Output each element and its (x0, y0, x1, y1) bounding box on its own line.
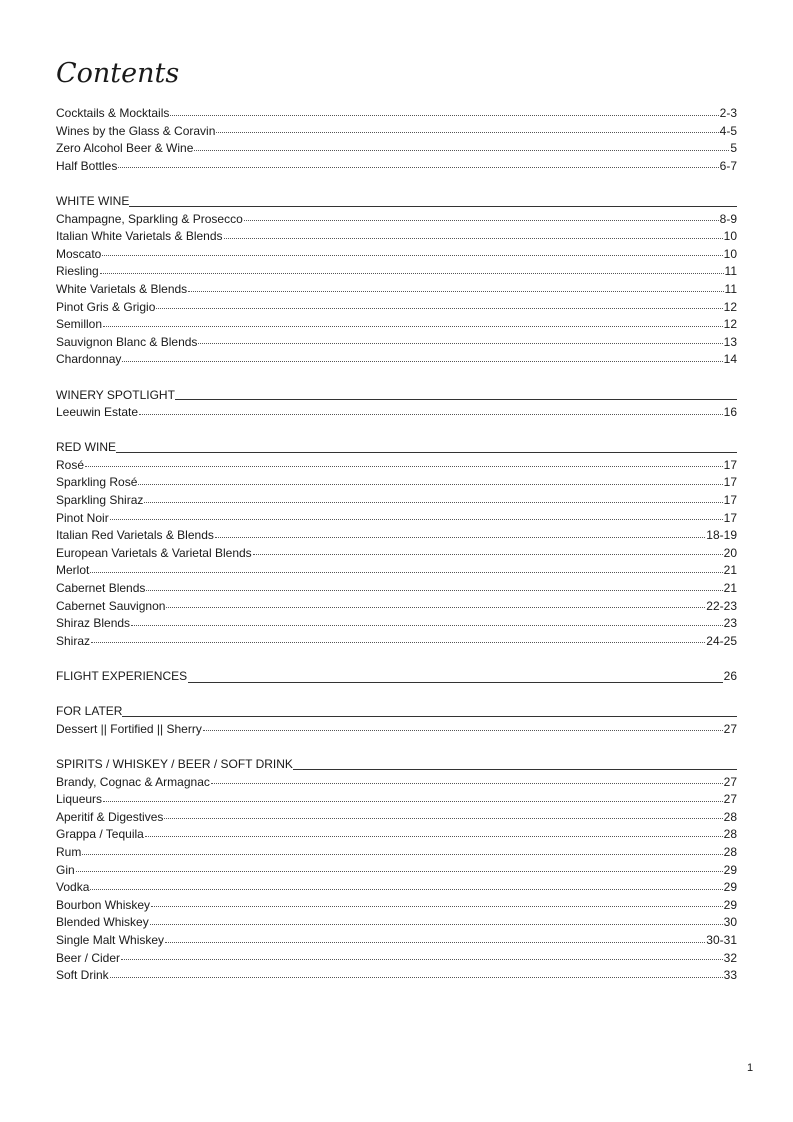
section-heading (56, 439, 737, 457)
toc-section (56, 193, 737, 369)
toc-entry-page: 29 (723, 862, 737, 877)
toc-entry-page: 27 (723, 774, 737, 789)
toc-entry[interactable] (56, 580, 737, 598)
dot-leader (103, 326, 723, 327)
section-spacer (56, 650, 737, 668)
toc-entry[interactable] (56, 299, 737, 317)
dot-leader (145, 836, 723, 837)
section-spacer (56, 175, 737, 193)
toc-entry-page: 6-7 (719, 158, 737, 173)
toc-entry-label: Wines by the Glass & Coravin (56, 123, 216, 138)
toc-entry[interactable] (56, 158, 737, 176)
heading-rule (188, 682, 722, 683)
section-heading-label: FLIGHT EXPERIENCES (56, 669, 188, 683)
heading-rule (293, 769, 737, 770)
toc-entry-page: 28 (723, 809, 737, 824)
toc-entry-page: 17 (723, 493, 737, 508)
toc-entry-page: 23 (723, 616, 737, 631)
toc-entry-page: 21 (723, 563, 737, 578)
toc-entry[interactable] (56, 615, 737, 633)
toc-entry[interactable] (56, 246, 737, 264)
dot-leader (216, 132, 718, 133)
toc-entry-label: Riesling (56, 264, 99, 279)
toc-entry[interactable] (56, 791, 737, 809)
toc-entry-label: Zero Alcohol Beer & Wine (56, 141, 194, 156)
toc-entry[interactable] (56, 105, 737, 123)
toc-entry[interactable] (56, 263, 737, 281)
section-heading-label: WHITE WINE (56, 193, 130, 208)
toc-entry-page: 11 (724, 281, 737, 296)
toc-entry-page: 21 (723, 581, 737, 596)
page-title: Contents (56, 58, 180, 89)
section-spacer (56, 422, 737, 440)
section-heading (56, 387, 737, 405)
table-of-contents (56, 105, 737, 985)
toc-entry[interactable] (56, 351, 737, 369)
dot-leader (76, 871, 723, 872)
dot-leader (150, 924, 723, 925)
section-spacer (56, 738, 737, 756)
dot-leader (138, 484, 722, 485)
section-heading-label: WINERY SPOTLIGHT (56, 387, 175, 402)
toc-entry-label: Rum (56, 844, 82, 859)
toc-section (56, 668, 737, 686)
toc-entry-label: Sparkling Shiraz (56, 493, 144, 508)
dot-leader (82, 854, 722, 855)
toc-entry-label: Blended Whiskey (56, 915, 149, 930)
heading-rule (129, 206, 737, 207)
toc-entry-page: 29 (723, 880, 737, 895)
toc-entry-label: Chardonnay (56, 352, 122, 367)
dot-leader (144, 502, 722, 503)
toc-entry[interactable] (56, 510, 737, 528)
toc-entry-page: 12 (723, 317, 737, 332)
toc-entry-label: Moscato (56, 246, 102, 261)
toc-entry[interactable] (56, 316, 737, 334)
toc-entry-page: 12 (723, 299, 737, 314)
dot-leader (166, 607, 705, 608)
toc-entry-page: 16 (723, 405, 737, 420)
dot-leader (165, 942, 705, 943)
dot-leader (211, 783, 723, 784)
toc-entry-page: 28 (723, 827, 737, 842)
toc-entry[interactable] (56, 774, 737, 792)
dot-leader (156, 308, 722, 309)
toc-entry-label: Beer / Cider (56, 950, 121, 965)
dot-leader (194, 150, 729, 151)
toc-entry-page: 27 (723, 792, 737, 807)
toc-entry-label: Shiraz (56, 633, 91, 648)
toc-entry[interactable] (56, 527, 737, 545)
toc-entry[interactable] (56, 862, 737, 880)
dot-leader (146, 590, 722, 591)
toc-entry-label: Gin (56, 862, 75, 877)
toc-section (56, 703, 737, 738)
dot-leader (244, 220, 719, 221)
toc-entry-page: 29 (723, 897, 737, 912)
section-heading-label: RED WINE (56, 440, 116, 455)
toc-section (56, 439, 737, 650)
toc-entry[interactable] (56, 844, 737, 862)
toc-entry[interactable] (56, 879, 737, 897)
toc-entry[interactable] (56, 950, 737, 968)
dot-leader (100, 273, 724, 274)
toc-entry-label: Cocktails & Mocktails (56, 106, 170, 120)
heading-rule (175, 399, 737, 400)
toc-entry-label: Bourbon Whiskey (56, 897, 151, 912)
toc-entry-page: 2-3 (719, 106, 737, 120)
toc-entry[interactable] (56, 404, 737, 422)
toc-entry-label: Champagne, Sparkling & Prosecco (56, 211, 243, 226)
toc-entry-page: 10 (723, 246, 737, 261)
toc-entry[interactable] (56, 140, 737, 158)
section-heading[interactable] (56, 668, 737, 686)
toc-entry-label: Semillon (56, 317, 103, 332)
section-heading (56, 703, 737, 721)
toc-entry-page: 28 (723, 844, 737, 859)
toc-entry[interactable] (56, 281, 737, 299)
toc-section (56, 387, 737, 422)
toc-entry-label: Vodka (56, 880, 90, 895)
toc-entry[interactable] (56, 932, 737, 950)
dot-leader (90, 889, 722, 890)
toc-entry[interactable] (56, 598, 737, 616)
dot-leader (139, 414, 723, 415)
toc-entry-label: Cabernet Sauvignon (56, 598, 166, 613)
toc-entry-page: 17 (723, 457, 737, 472)
dot-leader (118, 167, 718, 168)
toc-entry-label: Dessert || Fortified || Sherry (56, 721, 202, 736)
dot-leader (110, 519, 723, 520)
toc-entry[interactable] (56, 545, 737, 563)
toc-entry[interactable] (56, 809, 737, 827)
toc-entry-label: Italian White Varietals & Blends (56, 229, 223, 244)
section-spacer (56, 369, 737, 387)
dot-leader (122, 361, 722, 362)
toc-entry-page: 32 (723, 950, 737, 965)
toc-entry-page: 27 (723, 721, 737, 736)
toc-entry[interactable] (56, 721, 737, 739)
toc-entry-page: 17 (723, 475, 737, 490)
toc-entry-label: Soft Drink (56, 968, 109, 983)
dot-leader (90, 572, 722, 573)
dot-leader (103, 801, 723, 802)
toc-entry[interactable] (56, 897, 737, 915)
toc-entry-label: Pinot Gris & Grigio (56, 299, 156, 314)
section-heading (56, 193, 737, 211)
toc-entry-page: 22-23 (706, 598, 737, 613)
section-spacer (56, 686, 737, 704)
dot-leader (102, 255, 722, 256)
toc-entry-label: Merlot (56, 563, 90, 578)
toc-entry-label: Italian Red Varietals & Blends (56, 528, 214, 543)
toc-entry-page: 4-5 (719, 123, 737, 138)
dot-leader (85, 466, 723, 467)
toc-entry-label: Leeuwin Estate (56, 405, 139, 420)
toc-entry-label: Rosé (56, 457, 85, 472)
toc-entry-page: 24-25 (706, 633, 737, 648)
toc-entry-label: Single Malt Whiskey (56, 932, 165, 947)
dot-leader (253, 554, 723, 555)
toc-entry-page: 5 (730, 141, 737, 156)
toc-section (56, 756, 737, 985)
dot-leader (215, 537, 705, 538)
dot-leader (170, 115, 718, 116)
toc-entry-label: Aperitif & Digestives (56, 809, 164, 824)
toc-entry-page: 20 (723, 545, 737, 560)
toc-entry[interactable] (56, 211, 737, 229)
toc-entry-label: Cabernet Blends (56, 581, 146, 596)
dot-leader (151, 906, 723, 907)
toc-entry-label: Brandy, Cognac & Armagnac (56, 774, 210, 789)
toc-entry-label: European Varietals & Varietal Blends (56, 545, 252, 560)
toc-entry[interactable] (56, 474, 737, 492)
heading-rule (122, 716, 737, 717)
toc-entry-page: 14 (723, 352, 737, 367)
toc-entry[interactable] (56, 492, 737, 510)
toc-entry[interactable] (56, 123, 737, 141)
section-heading-label: SPIRITS / WHISKEY / BEER / SOFT DRINK (56, 756, 293, 771)
toc-entry-page: 11 (724, 264, 737, 279)
toc-entry[interactable] (56, 457, 737, 475)
dot-leader (121, 959, 723, 960)
sections-list (56, 175, 737, 984)
toc-entry-page: 8-9 (719, 211, 737, 226)
toc-entry-label: Sauvignon Blanc & Blends (56, 334, 198, 349)
dot-leader (91, 642, 705, 643)
section-heading-page: 26 (723, 669, 737, 683)
page-number: 1 (747, 1062, 754, 1074)
section-heading (56, 756, 737, 774)
toc-entry-label: White Varietals & Blends (56, 281, 188, 296)
toc-entry-page: 30-31 (706, 932, 737, 947)
dot-leader (198, 343, 722, 344)
toc-entry-label: Shiraz Blends (56, 616, 131, 631)
dot-leader (188, 291, 723, 292)
dot-leader (164, 818, 722, 819)
heading-rule (116, 452, 737, 453)
toc-entry-label: Grappa / Tequila (56, 827, 144, 842)
toc-entry-page: 33 (723, 968, 737, 983)
toc-entry-page: 10 (723, 229, 737, 244)
section-heading-label: FOR LATER (56, 704, 123, 719)
dot-leader (224, 238, 723, 239)
toc-entry[interactable] (56, 562, 737, 580)
toc-entry-page: 13 (723, 334, 737, 349)
dot-leader (203, 730, 723, 731)
toc-entry-page: 18-19 (706, 528, 737, 543)
toc-entry-label: Sparkling Rosé (56, 475, 138, 490)
toc-entry-label: Liqueurs (56, 792, 103, 807)
toc-entry[interactable] (56, 334, 737, 352)
toc-entry[interactable] (56, 967, 737, 985)
toc-entry[interactable] (56, 914, 737, 932)
toc-entry-page: 30 (723, 915, 737, 930)
dot-leader (110, 977, 723, 978)
intro-list (56, 105, 737, 175)
toc-entry-page: 17 (723, 510, 737, 525)
toc-entry[interactable] (56, 228, 737, 246)
toc-entry[interactable] (56, 826, 737, 844)
toc-entry-label: Half Bottles (56, 158, 118, 173)
toc-entry-label: Pinot Noir (56, 510, 109, 525)
dot-leader (131, 625, 723, 626)
toc-entry[interactable] (56, 633, 737, 651)
